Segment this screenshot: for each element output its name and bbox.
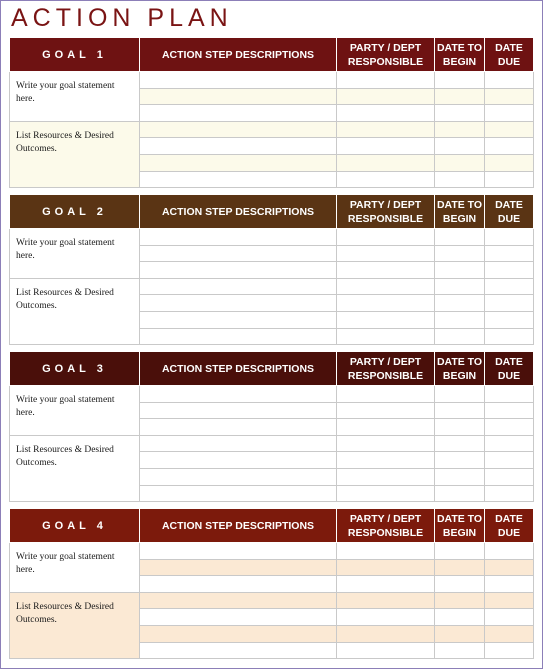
action-cell[interactable] bbox=[140, 452, 337, 469]
begin-cell[interactable] bbox=[435, 576, 485, 593]
due-cell[interactable] bbox=[485, 386, 534, 403]
due-cell[interactable] bbox=[485, 105, 534, 122]
party-cell[interactable] bbox=[337, 609, 435, 626]
date-due-header: DATE DUE bbox=[485, 352, 534, 386]
action-cell[interactable] bbox=[140, 121, 337, 138]
action-cell[interactable] bbox=[140, 154, 337, 171]
action-cell[interactable] bbox=[140, 485, 337, 502]
party-cell[interactable] bbox=[337, 328, 435, 345]
begin-cell[interactable] bbox=[435, 105, 485, 122]
action-cell[interactable] bbox=[140, 88, 337, 105]
party-cell[interactable] bbox=[337, 559, 435, 576]
due-cell[interactable] bbox=[485, 262, 534, 279]
begin-cell[interactable] bbox=[435, 592, 485, 609]
party-cell[interactable] bbox=[337, 625, 435, 642]
begin-cell[interactable] bbox=[435, 138, 485, 155]
party-cell[interactable] bbox=[337, 642, 435, 659]
party-cell[interactable] bbox=[337, 295, 435, 312]
goal-2-resources-cell[interactable]: List Resources & Desired Outcomes. bbox=[10, 278, 140, 344]
party-cell[interactable] bbox=[337, 154, 435, 171]
due-cell[interactable] bbox=[485, 402, 534, 419]
goal-2-table bbox=[9, 195, 534, 345]
date-begin-header: DATE TO BEGIN bbox=[435, 352, 485, 386]
due-cell[interactable] bbox=[485, 311, 534, 328]
due-cell[interactable] bbox=[485, 468, 534, 485]
begin-cell[interactable] bbox=[435, 485, 485, 502]
table-row bbox=[10, 72, 534, 89]
table-row bbox=[10, 278, 534, 295]
goal-4-header-row bbox=[10, 509, 534, 543]
party-cell[interactable] bbox=[337, 171, 435, 188]
due-cell[interactable] bbox=[485, 229, 534, 246]
party-cell[interactable] bbox=[337, 138, 435, 155]
goal-1-header-row bbox=[10, 38, 534, 72]
action-cell[interactable] bbox=[140, 468, 337, 485]
party-cell[interactable] bbox=[337, 592, 435, 609]
action-step-header: ACTION STEP DESCRIPTIONS bbox=[140, 352, 337, 386]
date-due-header: DATE DUE bbox=[485, 38, 534, 72]
due-cell[interactable] bbox=[485, 559, 534, 576]
action-cell[interactable] bbox=[140, 559, 337, 576]
table-row bbox=[10, 592, 534, 609]
goal-2-label: GOAL 2 bbox=[10, 195, 140, 229]
action-cell[interactable] bbox=[140, 245, 337, 262]
due-cell[interactable] bbox=[485, 138, 534, 155]
party-cell[interactable] bbox=[337, 419, 435, 436]
begin-cell[interactable] bbox=[435, 435, 485, 452]
party-responsible-header: PARTY / DEPT RESPONSIBLE bbox=[337, 509, 435, 543]
action-cell[interactable] bbox=[140, 311, 337, 328]
party-cell[interactable] bbox=[337, 105, 435, 122]
action-cell[interactable] bbox=[140, 435, 337, 452]
due-cell[interactable] bbox=[485, 452, 534, 469]
action-cell[interactable] bbox=[140, 105, 337, 122]
goal-4-table bbox=[9, 509, 534, 659]
action-cell[interactable] bbox=[140, 386, 337, 403]
action-step-header: ACTION STEP DESCRIPTIONS bbox=[140, 509, 337, 543]
action-cell[interactable] bbox=[140, 295, 337, 312]
due-cell[interactable] bbox=[485, 642, 534, 659]
party-cell[interactable] bbox=[337, 543, 435, 560]
begin-cell[interactable] bbox=[435, 311, 485, 328]
begin-cell[interactable] bbox=[435, 328, 485, 345]
due-cell[interactable] bbox=[485, 419, 534, 436]
party-cell[interactable] bbox=[337, 72, 435, 89]
action-step-header: ACTION STEP DESCRIPTIONS bbox=[140, 195, 337, 229]
due-cell[interactable] bbox=[485, 88, 534, 105]
begin-cell[interactable] bbox=[435, 229, 485, 246]
action-cell[interactable] bbox=[140, 576, 337, 593]
party-cell[interactable] bbox=[337, 452, 435, 469]
goal-1-label: GOAL 1 bbox=[10, 38, 140, 72]
goal-3-resources-cell[interactable]: List Resources & Desired Outcomes. bbox=[10, 435, 140, 501]
party-cell[interactable] bbox=[337, 278, 435, 295]
party-cell[interactable] bbox=[337, 468, 435, 485]
begin-cell[interactable] bbox=[435, 262, 485, 279]
due-cell[interactable] bbox=[485, 485, 534, 502]
action-cell[interactable] bbox=[140, 625, 337, 642]
party-cell[interactable] bbox=[337, 576, 435, 593]
begin-cell[interactable] bbox=[435, 245, 485, 262]
goal-2-statement-cell[interactable]: Write your goal statement here. bbox=[10, 229, 140, 279]
due-cell[interactable] bbox=[485, 435, 534, 452]
goal-3-header-row bbox=[10, 352, 534, 386]
due-cell[interactable] bbox=[485, 543, 534, 560]
due-cell[interactable] bbox=[485, 592, 534, 609]
due-cell[interactable] bbox=[485, 609, 534, 626]
table-row bbox=[10, 386, 534, 403]
party-cell[interactable] bbox=[337, 485, 435, 502]
due-cell[interactable] bbox=[485, 295, 534, 312]
action-cell[interactable] bbox=[140, 328, 337, 345]
action-cell[interactable] bbox=[140, 278, 337, 295]
begin-cell[interactable] bbox=[435, 121, 485, 138]
goal-1-table bbox=[9, 38, 534, 188]
action-cell[interactable] bbox=[140, 609, 337, 626]
party-cell[interactable] bbox=[337, 386, 435, 403]
table-row bbox=[10, 229, 534, 246]
action-cell[interactable] bbox=[140, 543, 337, 560]
due-cell[interactable] bbox=[485, 72, 534, 89]
begin-cell[interactable] bbox=[435, 278, 485, 295]
goal-4-resources-cell[interactable]: List Resources & Desired Outcomes. bbox=[10, 592, 140, 658]
due-cell[interactable] bbox=[485, 576, 534, 593]
action-cell[interactable] bbox=[140, 72, 337, 89]
party-responsible-header: PARTY / DEPT RESPONSIBLE bbox=[337, 195, 435, 229]
begin-cell[interactable] bbox=[435, 452, 485, 469]
party-cell[interactable] bbox=[337, 262, 435, 279]
table-row bbox=[10, 121, 534, 138]
date-begin-header: DATE TO BEGIN bbox=[435, 38, 485, 72]
action-cell[interactable] bbox=[140, 262, 337, 279]
begin-cell[interactable] bbox=[435, 468, 485, 485]
goal-4-label: GOAL 4 bbox=[10, 509, 140, 543]
due-cell[interactable] bbox=[485, 328, 534, 345]
begin-cell[interactable] bbox=[435, 402, 485, 419]
begin-cell[interactable] bbox=[435, 559, 485, 576]
goal-3-statement-cell[interactable]: Write your goal statement here. bbox=[10, 386, 140, 436]
due-cell[interactable] bbox=[485, 625, 534, 642]
action-cell[interactable] bbox=[140, 642, 337, 659]
party-cell[interactable] bbox=[337, 402, 435, 419]
party-cell[interactable] bbox=[337, 245, 435, 262]
party-cell[interactable] bbox=[337, 121, 435, 138]
action-cell[interactable] bbox=[140, 171, 337, 188]
action-cell[interactable] bbox=[140, 592, 337, 609]
begin-cell[interactable] bbox=[435, 295, 485, 312]
begin-cell[interactable] bbox=[435, 625, 485, 642]
begin-cell[interactable] bbox=[435, 543, 485, 560]
due-cell[interactable] bbox=[485, 121, 534, 138]
goal-1-statement-cell[interactable]: Write your goal statement here. bbox=[10, 72, 140, 122]
date-begin-header: DATE TO BEGIN bbox=[435, 509, 485, 543]
table-row bbox=[10, 435, 534, 452]
begin-cell[interactable] bbox=[435, 609, 485, 626]
action-step-header: ACTION STEP DESCRIPTIONS bbox=[140, 38, 337, 72]
due-cell[interactable] bbox=[485, 171, 534, 188]
date-due-header: DATE DUE bbox=[485, 195, 534, 229]
action-cell[interactable] bbox=[140, 138, 337, 155]
party-responsible-header: PARTY / DEPT RESPONSIBLE bbox=[337, 352, 435, 386]
action-cell[interactable] bbox=[140, 402, 337, 419]
party-responsible-header: PARTY / DEPT RESPONSIBLE bbox=[337, 38, 435, 72]
action-cell[interactable] bbox=[140, 419, 337, 436]
due-cell[interactable] bbox=[485, 154, 534, 171]
begin-cell[interactable] bbox=[435, 386, 485, 403]
begin-cell[interactable] bbox=[435, 171, 485, 188]
goal-4-statement-cell[interactable]: Write your goal statement here. bbox=[10, 543, 140, 593]
action-cell[interactable] bbox=[140, 229, 337, 246]
party-cell[interactable] bbox=[337, 88, 435, 105]
due-cell[interactable] bbox=[485, 278, 534, 295]
begin-cell[interactable] bbox=[435, 154, 485, 171]
goal-3-label: GOAL 3 bbox=[10, 352, 140, 386]
due-cell[interactable] bbox=[485, 245, 534, 262]
party-cell[interactable] bbox=[337, 311, 435, 328]
party-cell[interactable] bbox=[337, 435, 435, 452]
party-cell[interactable] bbox=[337, 229, 435, 246]
page-title: ACTION PLAN bbox=[11, 4, 233, 32]
begin-cell[interactable] bbox=[435, 88, 485, 105]
table-row bbox=[10, 543, 534, 560]
goal-2-header-row bbox=[10, 195, 534, 229]
begin-cell[interactable] bbox=[435, 642, 485, 659]
date-begin-header: DATE TO BEGIN bbox=[435, 195, 485, 229]
begin-cell[interactable] bbox=[435, 72, 485, 89]
begin-cell[interactable] bbox=[435, 419, 485, 436]
date-due-header: DATE DUE bbox=[485, 509, 534, 543]
goal-1-resources-cell[interactable]: List Resources & Desired Outcomes. bbox=[10, 121, 140, 187]
goal-3-table bbox=[9, 352, 534, 502]
